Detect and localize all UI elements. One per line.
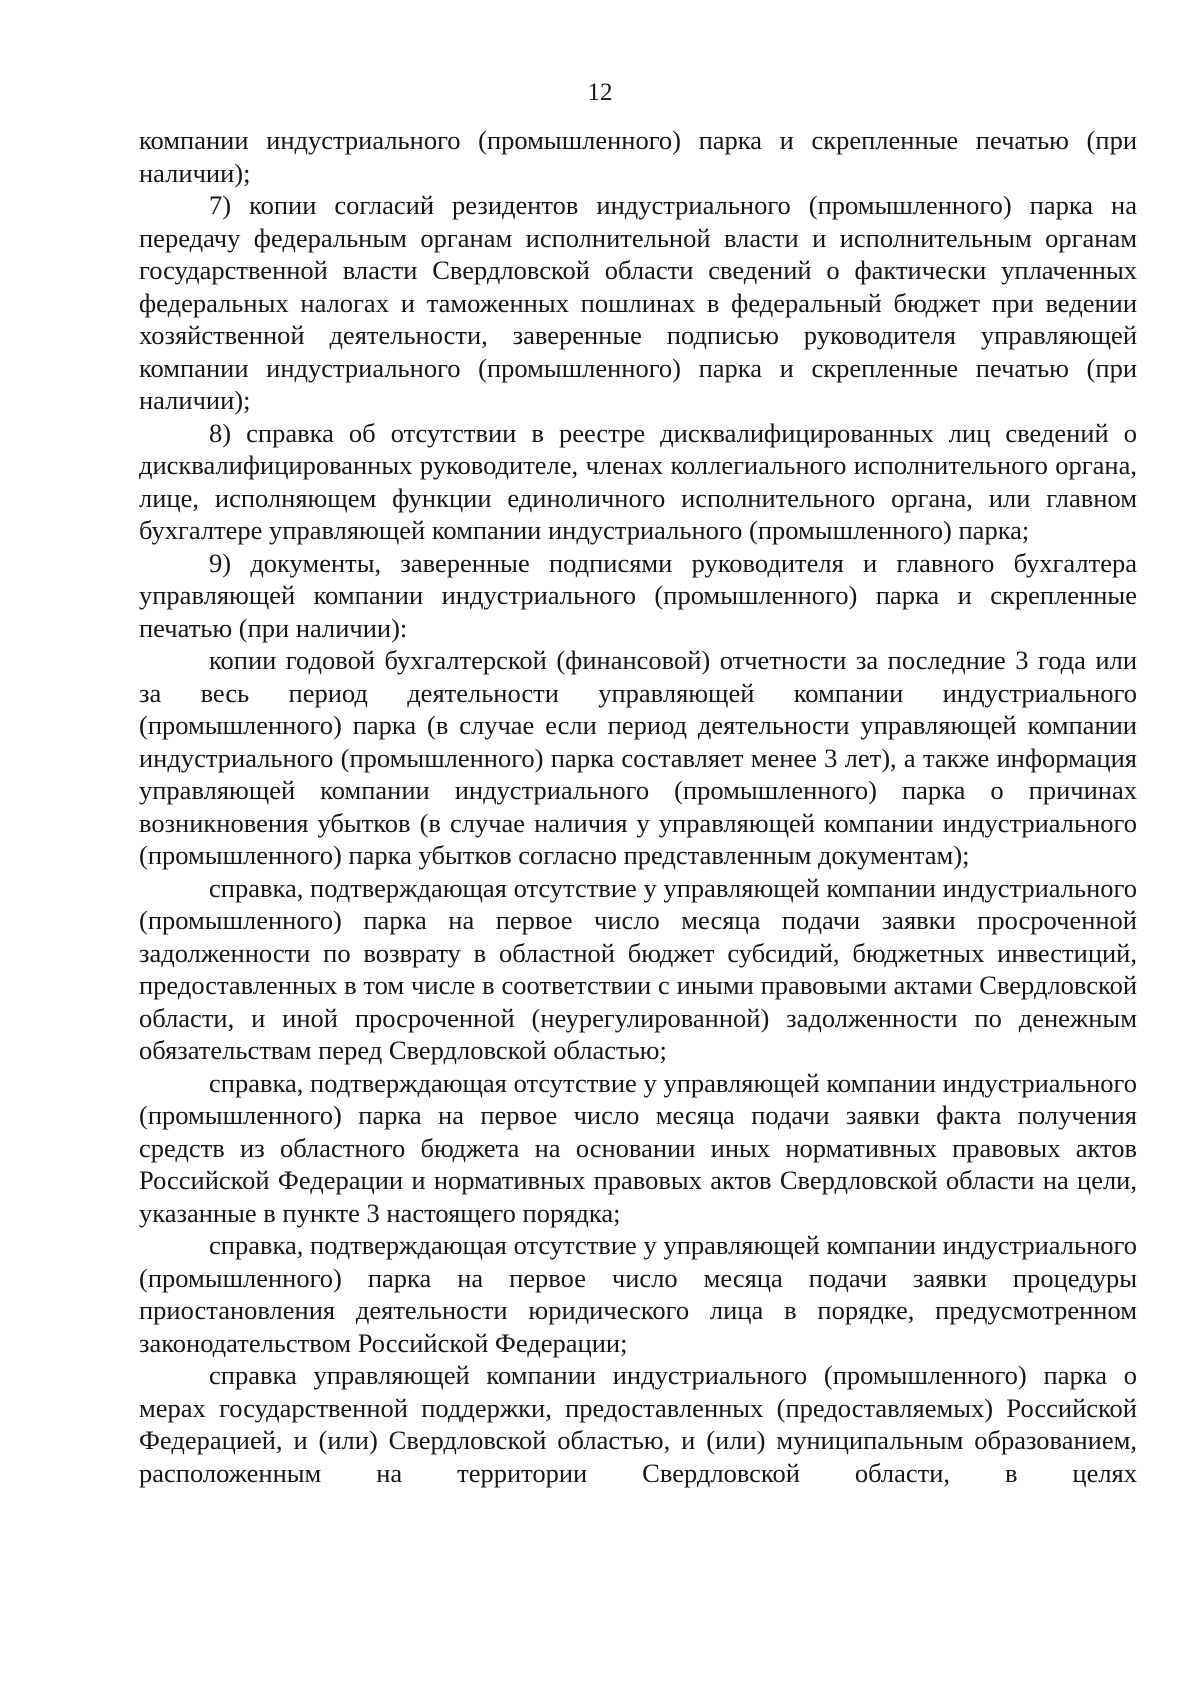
paragraph-item-8: 8) справка об отсутствии в реестре дисквалифицированных лиц сведений о дисквалифицированных руководителе, членах коллегиального исполнительного органа, лице, исполняющем функции единоличного исполнительного органа, или главном бухгалтере управляющей компании индустриального (промышленного) парка; — [139, 417, 1137, 545]
paragraph-funds-certificate: справка, подтверждающая отсутствие у управляющей компании индустриального (промышленного) парка на первое число месяца подачи заявки факта получения средств из областного бюджета на основании иных нормативных правовых актов Российской Федерации и нормативных правовых актов Свердловской области на цели, указанные в пункте 3 настоящего порядка; — [139, 1067, 1137, 1228]
paragraph-debt-certificate: справка, подтверждающая отсутствие у управляющей компании индустриального (промышленного) парка на первое число месяца подачи заявки просроченной задолженности по возврату в областной бюджет субсидий, бюджетных инвестиций, предоставленных в том числе в соответствии с иными правовыми актами Свердловской области, и иной просроченной (неурегулированной) задолженности по денежным обязательствам перед Свердловской областью; — [139, 872, 1137, 1065]
paragraph-financial-statements: копии годовой бухгалтерской (финансовой) отчетности за последние 3 года или за весь период деятельности управляющей компании индустриального (промышленного) парка (в случае если период деятельности управляющей компании индустриального (промышленного) парка составляет менее 3 лет), а также информация управляющей компании индустриального (промышленного) парка о причинах возникновения убытков (в случае наличия у управляющей компании индустриального (промышленного) парка убытков согласно представленным документам); — [139, 645, 1137, 870]
paragraph-state-support-certificate: справка управляющей компании индустриального (промышленного) парка о мерах государственной поддержки, предоставленных (предоставляемых) Российской Федерацией, и (или) Свердловской областью, и (или) муниципальным образованием, расположенным на территории Свердловской области, в целях — [139, 1360, 1137, 1488]
paragraph-continuation: компании индустриального (промышленного) парка и скрепленные печатью (при наличии); — [139, 125, 1137, 188]
page-number: 12 — [587, 79, 613, 106]
paragraph-item-9: 9) документы, заверенные подписями руководителя и главного бухгалтера управляющей компании индустриального (промышленного) парка и скрепленные печатью (при наличии): — [139, 547, 1137, 643]
paragraph-suspension-certificate: справка, подтверждающая отсутствие у управляющей компании индустриального (промышленного) парка на первое число месяца подачи заявки процедуры приостановления деятельности юридического лица в порядке, предусмотренном законодательством Российской Федерации; — [139, 1230, 1137, 1358]
document-body — [139, 124, 1137, 1489]
paragraph-item-7: 7) копии согласий резидентов индустриального (промышленного) парка на передачу федеральным органам исполнительной власти и исполнительным органам государственной власти Свердловской области сведений о фактически уплаченных федеральных налогах и таможенных пошлинах в федеральный бюджет при ведении хозяйственной деятельности, заверенные подписью руководителя управляющей компании индустриального (промышленного) парка и скрепленные печатью (при наличии); — [139, 190, 1137, 415]
